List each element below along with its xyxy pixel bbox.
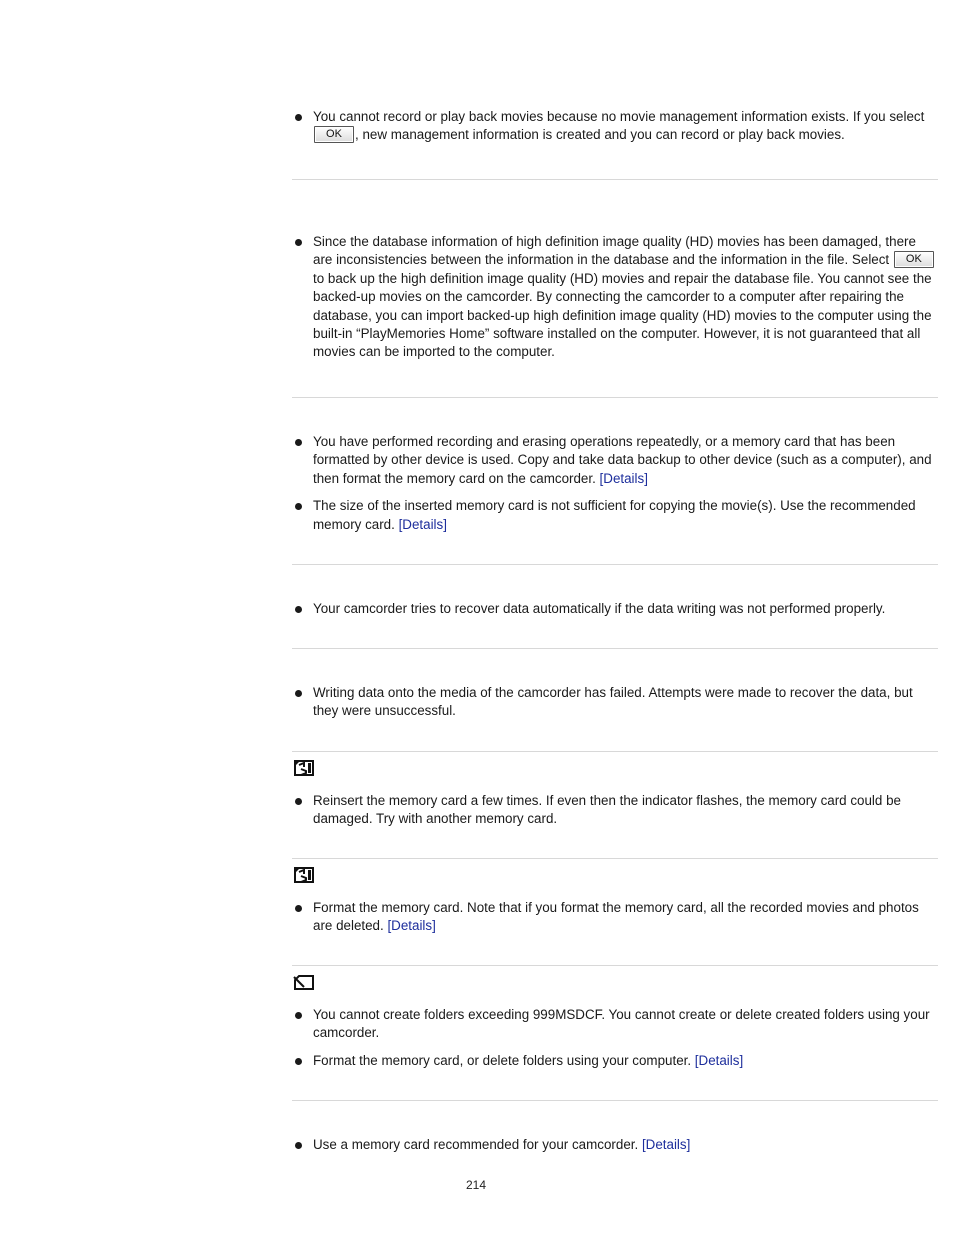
details-link[interactable]: [Details] <box>387 918 436 934</box>
list-item <box>292 1006 938 1043</box>
details-link[interactable]: [Details] <box>641 1137 691 1152</box>
bullet-icon <box>295 798 302 805</box>
list-item <box>292 497 938 534</box>
section-divider <box>292 751 938 752</box>
item-text: Your camcorder tries to recover data automatically if the data writing was not performed properly. <box>313 601 886 616</box>
section-format-card <box>292 899 938 945</box>
bullet-icon <box>295 439 302 446</box>
list-item <box>292 233 938 362</box>
bullet-icon <box>295 606 302 613</box>
section-reinsert-card <box>292 792 938 838</box>
list-item <box>292 600 938 618</box>
details-link[interactable]: [Details] <box>599 470 648 486</box>
memory-card-warning-icon <box>292 866 316 884</box>
section-write-failed <box>292 684 938 730</box>
list-item <box>292 433 938 488</box>
section-recommended-card <box>292 1136 938 1163</box>
list-item <box>292 108 938 145</box>
memory-card-warning-icon <box>292 759 316 777</box>
bullet-icon <box>295 1142 302 1149</box>
item-text: Use a memory card recommended for your camcorder. <box>313 1137 642 1152</box>
section-divider <box>292 965 938 966</box>
bullet-icon <box>295 905 302 912</box>
section-no-management-info <box>292 108 938 154</box>
bullet-icon <box>295 1058 302 1065</box>
bullet-icon <box>295 114 302 121</box>
section-data-recovery <box>292 600 938 627</box>
section-divider <box>292 1100 938 1101</box>
item-text: Format the memory card, or delete folders using your computer. <box>313 1052 695 1068</box>
section-folder-limit <box>292 1006 938 1079</box>
list-item <box>292 684 938 721</box>
bullet-icon <box>295 690 302 697</box>
bullet-icon <box>295 503 302 510</box>
list-item <box>292 1136 938 1154</box>
item-text: Reinsert the memory card a few times. If even then the indicator flashes, the memory card could be damaged. Try with another memory card. <box>313 793 901 827</box>
bullet-icon <box>295 239 302 246</box>
ok-button: OK <box>314 126 354 143</box>
section-divider <box>292 564 938 565</box>
details-link[interactable]: [Details] <box>398 516 447 532</box>
item-text: Writing data onto the media of the camcorder has failed. Attempts were made to recover the data, but they were unsuccessful. <box>313 685 913 719</box>
section-divider <box>292 397 938 398</box>
memory-card-folder-icon <box>292 973 316 991</box>
item-text: You cannot create folders exceeding 999MSDCF. You cannot create or delete created folders using your camcorder. <box>313 1007 930 1041</box>
item-text: The size of the inserted memory card is not sufficient for copying the movie(s). Use the recommended memory card. <box>313 498 916 532</box>
item-text: You have performed recording and erasing operations repeatedly, or a memory card that has been formatted by other device is used. Copy and take data backup to other device (such as a computer), and then format the memory card on the camcorder. <box>313 434 932 486</box>
item-text: Format the memory card. Note that if you format the memory card, all the recorded movies and photos are deleted. <box>313 900 919 934</box>
section-database-damaged <box>292 233 938 371</box>
ok-button: OK <box>894 251 934 268</box>
item-text: You cannot record or play back movies because no movie management information exists. If you select <box>313 109 925 124</box>
details-link[interactable]: [Details] <box>694 1052 744 1068</box>
page-number: 214 <box>466 1178 487 1192</box>
section-divider <box>292 648 938 649</box>
bullet-icon <box>295 1012 302 1019</box>
section-divider <box>292 858 938 859</box>
item-text: , new management information is created and you can record or play back movies. <box>355 127 845 143</box>
list-item <box>292 792 938 829</box>
list-item <box>292 1052 938 1070</box>
list-item <box>292 899 938 936</box>
item-text: Since the database information of high definition image quality (HD) movies has been damaged, there are inconsistencies between the information in the database and the information in the file. Select <box>313 234 916 268</box>
item-text: to back up the high definition image quality (HD) movies and repair the database file. You cannot see the backed-up movies on the camcorder. By connecting the camcorder to a computer after repairing the database, you can import backed-up high definition image quality (HD) movies to the computer using the built-in “PlayMemories Home” software installed on the computer. However, it is not guaranteed that all movies can be imported to the computer. <box>313 270 932 360</box>
section-memory-card-fragmented <box>292 433 938 543</box>
section-divider <box>292 179 938 180</box>
